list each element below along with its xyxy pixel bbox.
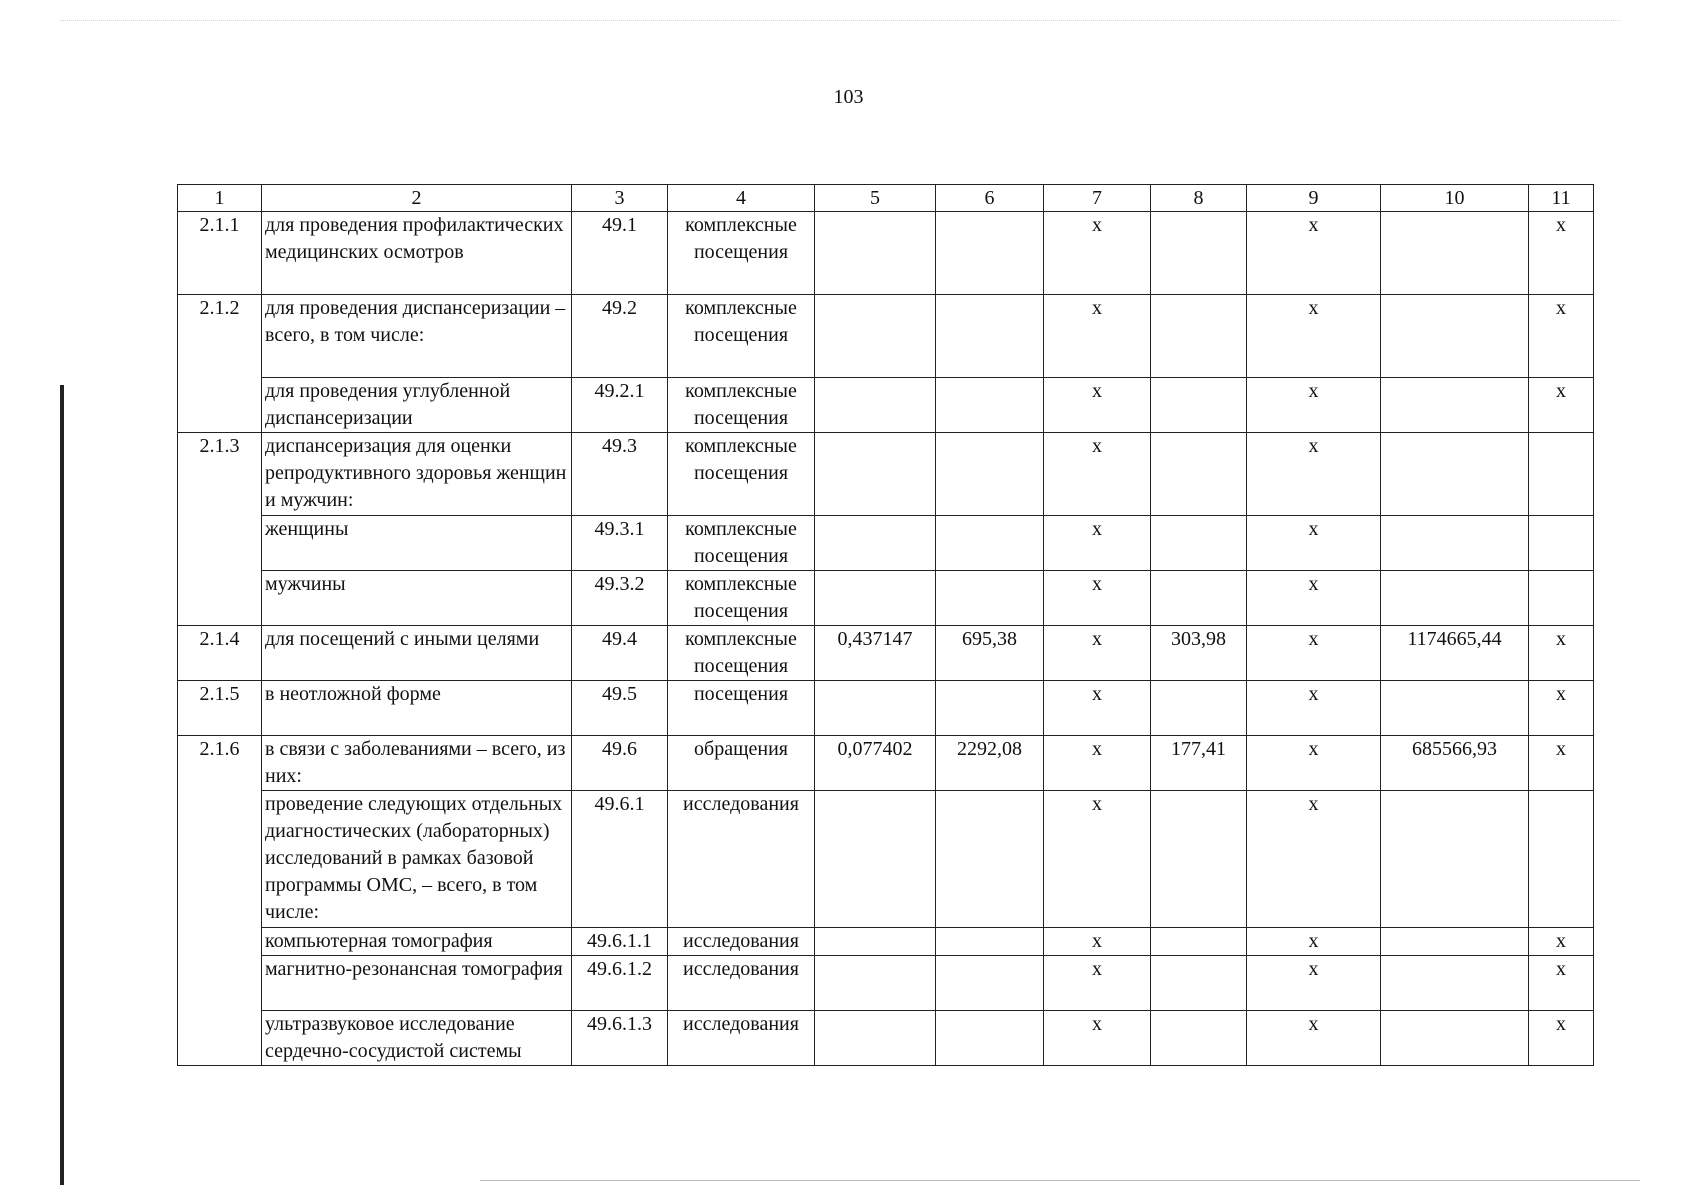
row-code: 2.1.6: [178, 736, 262, 1066]
table-row: [178, 378, 1594, 433]
header-cell: 10: [1381, 185, 1529, 212]
row-unit: комплексные посещения: [668, 295, 815, 378]
cell-col7: х: [1044, 295, 1151, 378]
row-number: 49.3.2: [572, 571, 668, 626]
cell-col7: х: [1044, 516, 1151, 571]
row-code: 2.1.1: [178, 212, 262, 295]
cell-col6: [936, 928, 1044, 956]
cell-col5: 0,077402: [815, 736, 936, 791]
row-unit: комплексные посещения: [668, 433, 815, 516]
row-name: в связи с заболеваниями – всего, из них:: [262, 736, 572, 791]
cell-col6: [936, 212, 1044, 295]
row-number: 49.2: [572, 295, 668, 378]
header-cell: 9: [1247, 185, 1381, 212]
cell-col7: х: [1044, 736, 1151, 791]
row-number: 49.6.1: [572, 791, 668, 928]
cell-col6: [936, 516, 1044, 571]
row-number: 49.6.1.1: [572, 928, 668, 956]
table-row: [178, 212, 1594, 295]
cell-col11: х: [1529, 626, 1594, 681]
cell-col5: [815, 928, 936, 956]
table-row: [178, 626, 1594, 681]
cell-col8: 177,41: [1151, 736, 1247, 791]
cell-col10: [1381, 956, 1529, 1011]
cell-col10: [1381, 212, 1529, 295]
cell-col5: [815, 212, 936, 295]
cell-col11: х: [1529, 378, 1594, 433]
header-cell: 6: [936, 185, 1044, 212]
cell-col9: х: [1247, 295, 1381, 378]
row-number: 49.3.1: [572, 516, 668, 571]
row-name: мужчины: [262, 571, 572, 626]
cell-col9: х: [1247, 378, 1381, 433]
cell-col10: [1381, 295, 1529, 378]
table-row: [178, 956, 1594, 1011]
cell-col7: х: [1044, 956, 1151, 1011]
row-code: 2.1.3: [178, 433, 262, 626]
cell-col6: [936, 433, 1044, 516]
cell-col5: [815, 791, 936, 928]
cell-col10: [1381, 681, 1529, 736]
header-cell: 11: [1529, 185, 1594, 212]
table-row: [178, 736, 1594, 791]
table-row: [178, 928, 1594, 956]
cell-col7: х: [1044, 433, 1151, 516]
row-name: для посещений с иными целями: [262, 626, 572, 681]
cell-col11: [1529, 516, 1594, 571]
row-number: 49.2.1: [572, 378, 668, 433]
cell-col5: [815, 433, 936, 516]
data-table: [177, 184, 1594, 1066]
cell-col10: [1381, 928, 1529, 956]
cell-col6: 695,38: [936, 626, 1044, 681]
table-row: [178, 681, 1594, 736]
row-unit: исследования: [668, 956, 815, 1011]
row-number: 49.6.1.2: [572, 956, 668, 1011]
row-code: 2.1.4: [178, 626, 262, 681]
cell-col9: х: [1247, 791, 1381, 928]
cell-col8: [1151, 378, 1247, 433]
header-cell: 5: [815, 185, 936, 212]
cell-col11: [1529, 433, 1594, 516]
header-cell: 1: [178, 185, 262, 212]
header-cell: 7: [1044, 185, 1151, 212]
row-unit: посещения: [668, 681, 815, 736]
row-unit: обращения: [668, 736, 815, 791]
table-row: [178, 791, 1594, 928]
cell-col9: х: [1247, 626, 1381, 681]
cell-col11: х: [1529, 295, 1594, 378]
cell-col5: [815, 571, 936, 626]
header-cell: 4: [668, 185, 815, 212]
cell-col10: [1381, 1011, 1529, 1066]
row-unit: исследования: [668, 1011, 815, 1066]
cell-col11: х: [1529, 928, 1594, 956]
scan-artifact-bottom-line: [480, 1180, 1640, 1181]
cell-col9: х: [1247, 212, 1381, 295]
cell-col8: [1151, 571, 1247, 626]
header-cell: 8: [1151, 185, 1247, 212]
cell-col9: х: [1247, 516, 1381, 571]
page-number: 103: [833, 86, 864, 108]
row-name: диспансеризация для оценки репродуктивного здоровья женщин и мужчин:: [262, 433, 572, 516]
cell-col5: 0,437147: [815, 626, 936, 681]
row-name: для проведения профилактических медицинских осмотров: [262, 212, 572, 295]
cell-col9: х: [1247, 571, 1381, 626]
row-unit: исследования: [668, 928, 815, 956]
cell-col5: [815, 1011, 936, 1066]
row-name: магнитно-резонансная томография: [262, 956, 572, 1011]
cell-col11: х: [1529, 736, 1594, 791]
cell-col5: [815, 681, 936, 736]
cell-col6: [936, 1011, 1044, 1066]
cell-col6: [936, 378, 1044, 433]
cell-col6: [936, 791, 1044, 928]
cell-col10: [1381, 516, 1529, 571]
cell-col11: [1529, 791, 1594, 928]
cell-col8: 303,98: [1151, 626, 1247, 681]
row-number: 49.6.1.3: [572, 1011, 668, 1066]
cell-col10: 685566,93: [1381, 736, 1529, 791]
table-body: [178, 212, 1594, 1066]
cell-col9: х: [1247, 928, 1381, 956]
cell-col6: [936, 956, 1044, 1011]
cell-col9: х: [1247, 736, 1381, 791]
cell-col9: х: [1247, 681, 1381, 736]
row-name: проведение следующих отдельных диагностических (лабораторных) исследований в рамках базовой программы ОМС, – всего, в том числе:: [262, 791, 572, 928]
row-code: 2.1.5: [178, 681, 262, 736]
cell-col8: [1151, 295, 1247, 378]
cell-col8: [1151, 433, 1247, 516]
cell-col8: [1151, 928, 1247, 956]
row-name: для проведения углубленной диспансеризации: [262, 378, 572, 433]
cell-col7: х: [1044, 626, 1151, 681]
cell-col11: х: [1529, 212, 1594, 295]
table-row: [178, 295, 1594, 378]
cell-col8: [1151, 956, 1247, 1011]
row-number: 49.6: [572, 736, 668, 791]
row-name: женщины: [262, 516, 572, 571]
cell-col7: х: [1044, 571, 1151, 626]
table-row: [178, 1011, 1594, 1066]
header-cell: 2: [262, 185, 572, 212]
cell-col7: х: [1044, 378, 1151, 433]
row-number: 49.3: [572, 433, 668, 516]
cell-col7: х: [1044, 681, 1151, 736]
scan-artifact-top: [60, 20, 1620, 22]
table-row: [178, 433, 1594, 516]
cell-col10: [1381, 433, 1529, 516]
row-unit: комплексные посещения: [668, 378, 815, 433]
row-unit: комплексные посещения: [668, 516, 815, 571]
table-row: [178, 571, 1594, 626]
row-number: 49.1: [572, 212, 668, 295]
table-header-row: [178, 185, 1594, 212]
cell-col6: [936, 295, 1044, 378]
cell-col5: [815, 956, 936, 1011]
row-name: компьютерная томография: [262, 928, 572, 956]
header-cell: 3: [572, 185, 668, 212]
cell-col10: [1381, 378, 1529, 433]
cell-col11: х: [1529, 681, 1594, 736]
row-number: 49.4: [572, 626, 668, 681]
cell-col8: [1151, 681, 1247, 736]
cell-col7: х: [1044, 212, 1151, 295]
cell-col8: [1151, 212, 1247, 295]
cell-col9: х: [1247, 1011, 1381, 1066]
cell-col6: [936, 571, 1044, 626]
table-row: [178, 516, 1594, 571]
cell-col10: 1174665,44: [1381, 626, 1529, 681]
cell-col5: [815, 378, 936, 433]
row-code: 2.1.2: [178, 295, 262, 433]
cell-col7: х: [1044, 1011, 1151, 1066]
row-unit: комплексные посещения: [668, 212, 815, 295]
scan-artifact-left-bar: [60, 385, 64, 1185]
cell-col10: [1381, 791, 1529, 928]
cell-col10: [1381, 571, 1529, 626]
cell-col11: х: [1529, 1011, 1594, 1066]
row-name: для проведения диспансеризации – всего, в том числе:: [262, 295, 572, 378]
row-unit: исследования: [668, 791, 815, 928]
cell-col7: х: [1044, 928, 1151, 956]
cell-col9: х: [1247, 956, 1381, 1011]
cell-col8: [1151, 516, 1247, 571]
cell-col11: [1529, 571, 1594, 626]
cell-col8: [1151, 1011, 1247, 1066]
cell-col11: х: [1529, 956, 1594, 1011]
cell-col5: [815, 295, 936, 378]
row-name: ультразвуковое исследование сердечно-сосудистой системы: [262, 1011, 572, 1066]
cell-col5: [815, 516, 936, 571]
cell-col9: х: [1247, 433, 1381, 516]
row-unit: комплексные посещения: [668, 571, 815, 626]
cell-col8: [1151, 791, 1247, 928]
row-name: в неотложной форме: [262, 681, 572, 736]
row-unit: комплексные посещения: [668, 626, 815, 681]
cell-col6: [936, 681, 1044, 736]
cell-col7: х: [1044, 791, 1151, 928]
row-number: 49.5: [572, 681, 668, 736]
cell-col6: 2292,08: [936, 736, 1044, 791]
